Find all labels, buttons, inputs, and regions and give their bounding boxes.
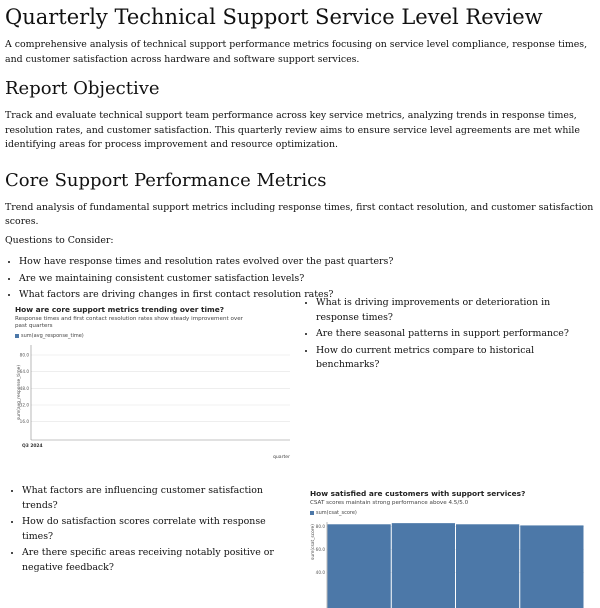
y-tick-label: 48.0: [19, 385, 29, 391]
list-item: • Are there specific areas receiving notably positive or negative feedback?: [22, 546, 278, 575]
list-item: • What is driving improvements or deterioration in response times?: [316, 296, 592, 325]
objective-text: Track and evaluate technical support team performance across key service metrics, analyzing trends in response times, resolution rates, and customer satisfaction. This quarterly review aims to ensure service level agreements are met while identifying areas for process improvement and resource optimization.: [5, 110, 580, 151]
list-item: • How do satisfaction scores correlate with response times?: [22, 515, 278, 544]
list-item: • Are we maintaining consistent customer satisfaction levels?: [19, 272, 594, 287]
csat-chart: [310, 518, 594, 608]
core-metrics-heading: Core Support Performance Metrics: [5, 169, 327, 191]
y-axis-label: sum(csat_score): [311, 523, 316, 560]
y-tick-label: 80.0: [19, 352, 29, 358]
list-item: • Are there seasonal patterns in support performance?: [316, 327, 592, 342]
page-description: A comprehensive analysis of technical support performance metrics focusing on service level compliance, response times, and customer satisfaction across hardware and software support services.: [5, 39, 588, 65]
bar: [520, 525, 583, 608]
legend-swatch: [310, 511, 314, 515]
list-item: • How have response times and resolution rates evolved over the past quarters?: [19, 255, 594, 270]
chart-subtitle: Response times and first contact resolution rates show steady improvement over past quarters: [15, 315, 243, 329]
y-tick-label: 80.0: [315, 523, 325, 529]
bar: [456, 524, 519, 608]
x-axis-label: quarter: [272, 454, 290, 460]
questions-label: Questions to Consider:: [5, 234, 114, 246]
core-metrics-text: Trend analysis of fundamental support metrics including response times, first contact resolution, and customer satisfaction scores.: [5, 201, 594, 228]
page-title: Quarterly Technical Support Service Level Review: [5, 5, 543, 29]
legend-label: sum(csat_score): [316, 509, 357, 516]
csat-chart-card: [310, 490, 594, 608]
trend-chart-card: [15, 306, 295, 461]
y-tick-label: 64.0: [19, 369, 29, 375]
y-tick-label: 40.0: [315, 569, 325, 575]
x-tick-label: Q3 2024: [22, 443, 43, 449]
chart-title: How satisfied are customers with support services?: [310, 489, 526, 498]
legend-label: sum(avg_response_time): [21, 332, 84, 339]
y-axis-label: sum(avg_response_time): [17, 364, 22, 420]
list-item: • What factors are driving changes in first contact resolution rates?: [19, 288, 594, 303]
bar: [392, 523, 455, 608]
side-questions-1: [302, 296, 592, 375]
side-questions-2: [8, 484, 278, 577]
chart-title: How are core support metrics trending over time?: [15, 305, 225, 314]
list-item: • What factors are influencing customer satisfaction trends?: [22, 484, 278, 513]
objective-heading: Report Objective: [5, 78, 160, 100]
list-item: • How do current metrics compare to historical benchmarks?: [316, 344, 592, 373]
y-tick-label: 32.0: [19, 402, 29, 408]
chart-legend: [310, 510, 594, 516]
y-tick-label: 60.0: [315, 546, 325, 552]
chart-subtitle: CSAT scores maintain strong performance above 4.5/5.0: [310, 499, 469, 506]
bar: [328, 524, 391, 608]
chart-legend: [15, 333, 295, 339]
y-tick-label: 16.0: [19, 419, 29, 425]
trend-chart: [15, 341, 295, 461]
legend-swatch: [15, 334, 19, 338]
